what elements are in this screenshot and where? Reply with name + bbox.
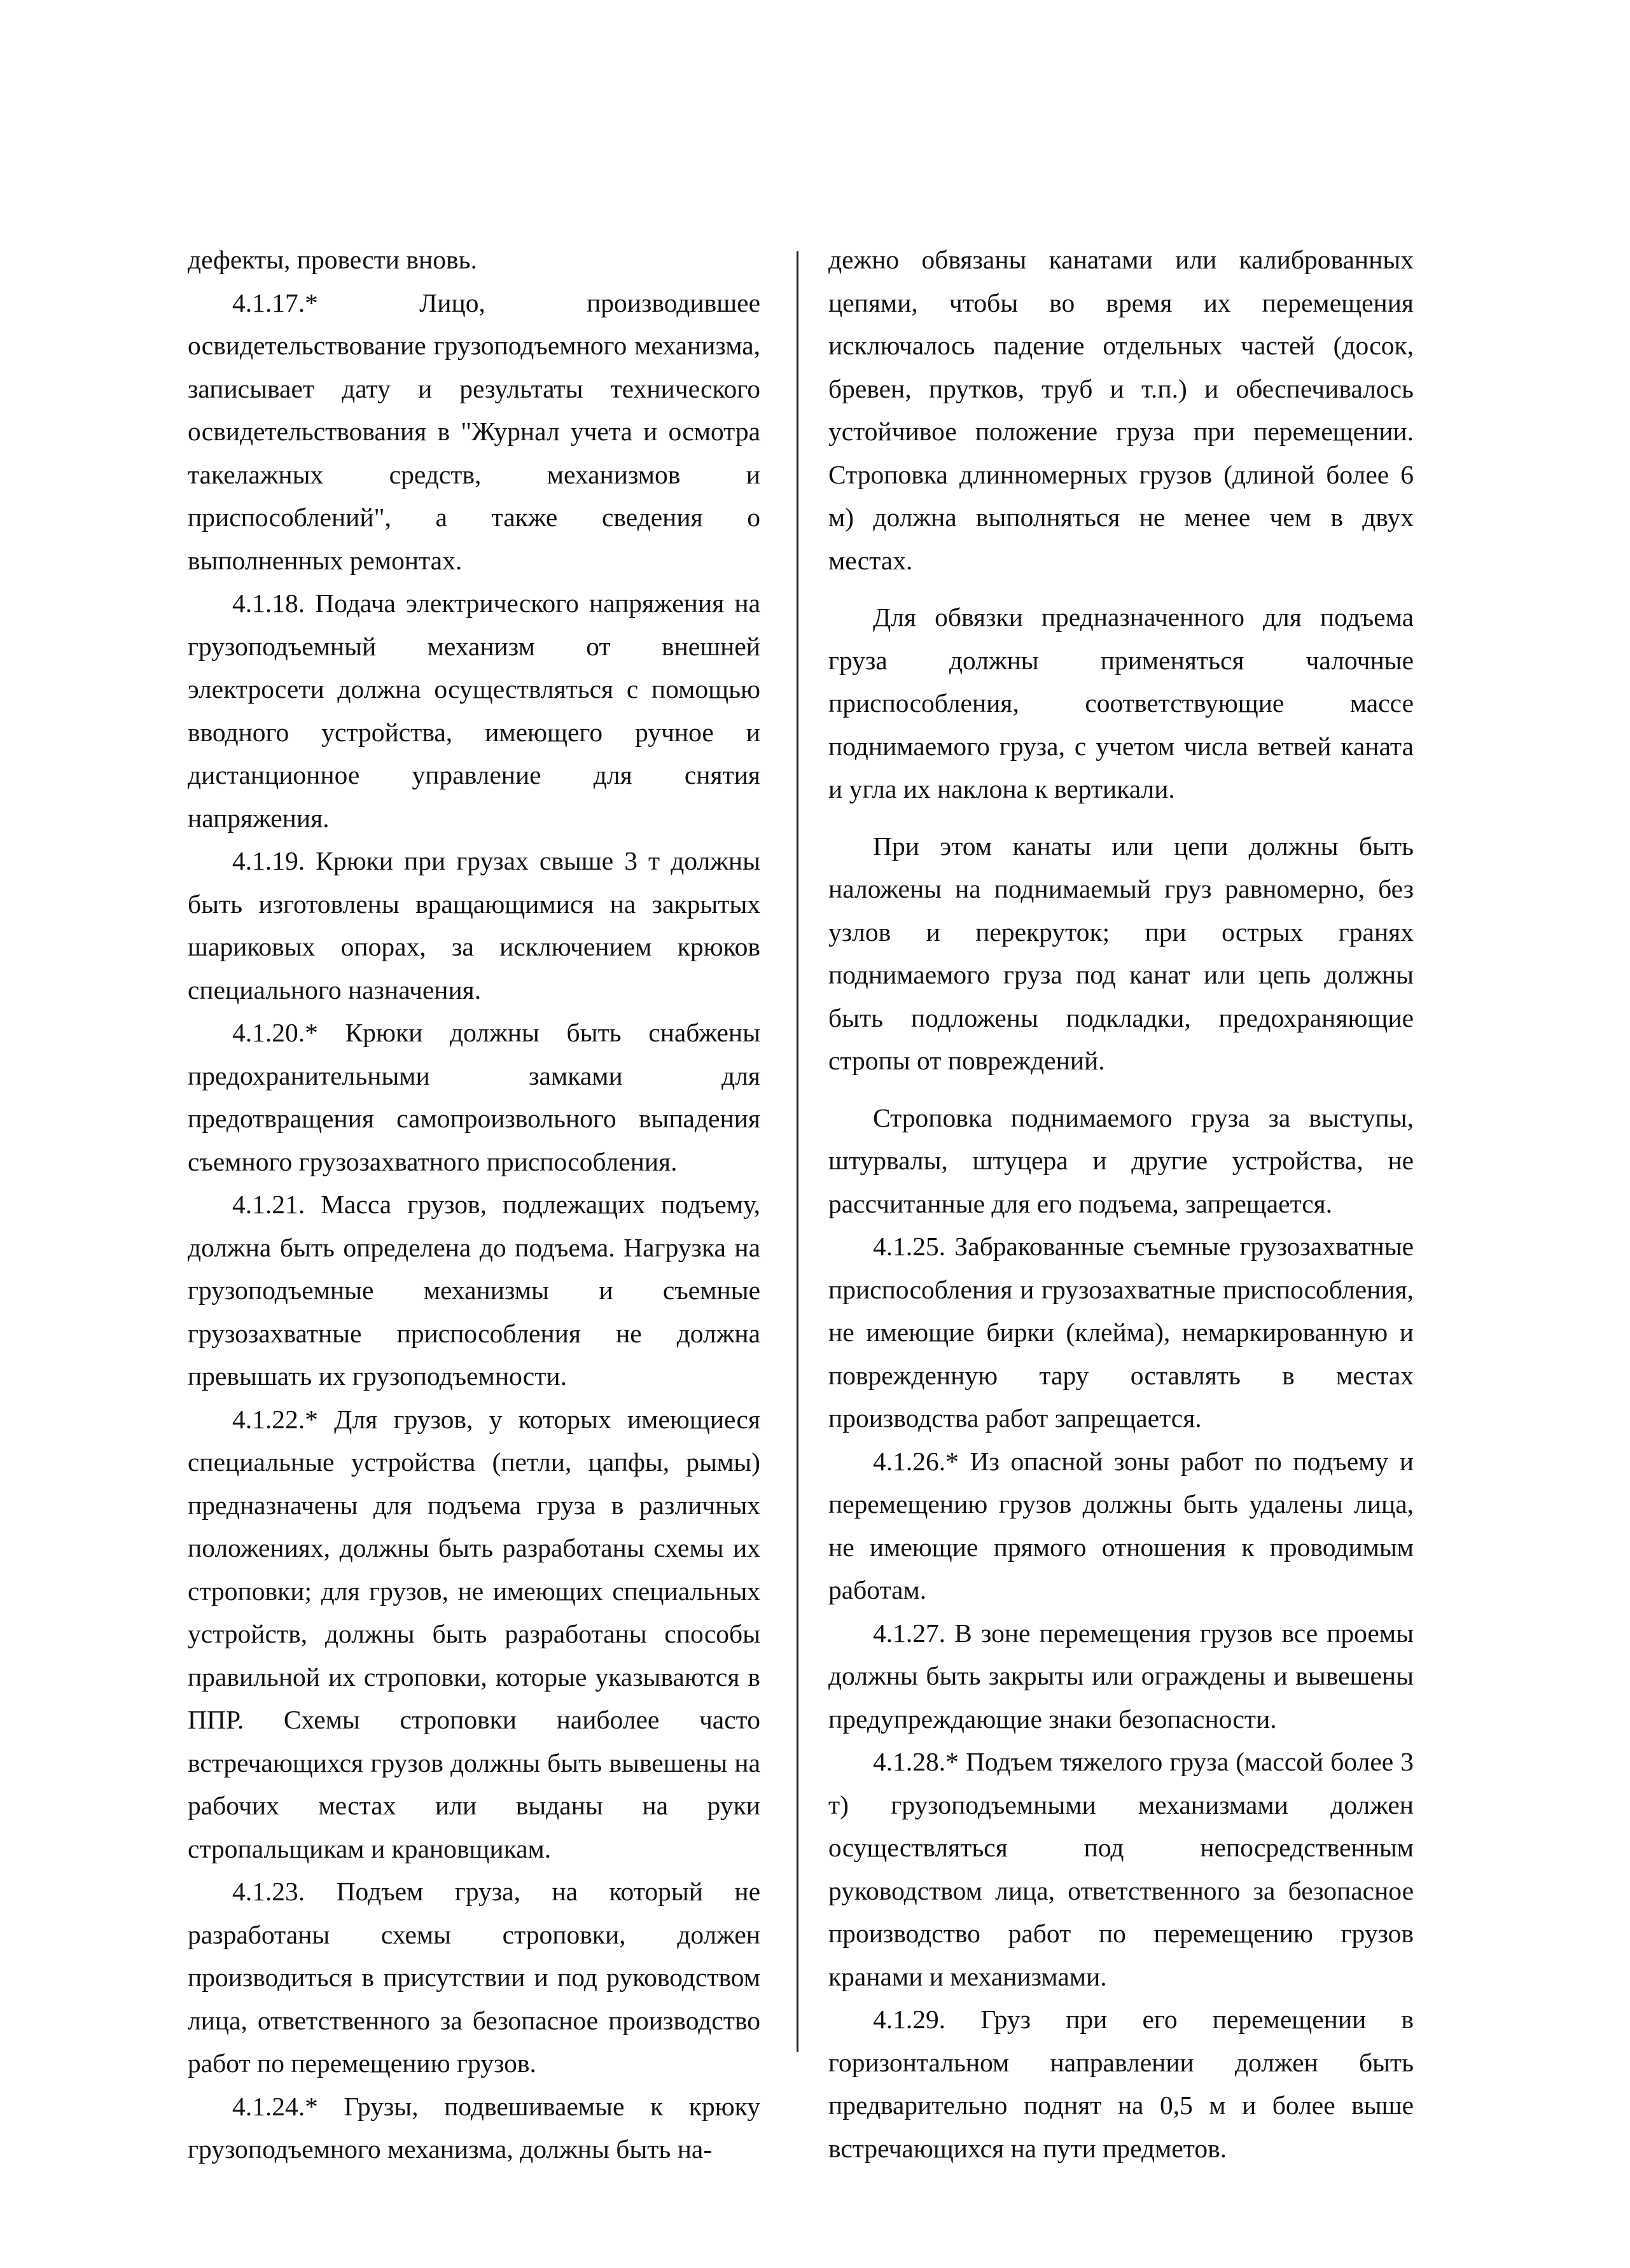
paragraph-4-1-17: 4.1.17.* Лицо, производившее освидетельствование грузоподъемного механизма, записывает дату и результаты технического освидетельствования в "Журнал учета и осмотра такелажных средств, механизмов и приспособлений", а также сведения о выполненных ремонтах. (188, 288, 760, 575)
paragraph-4-1-25: 4.1.25. Забракованные съемные грузозахватные приспособления и грузозахватные приспособления, не имеющие бирки (клейма), немаркированную и поврежденную тару оставлять в местах производства работ запрещается. (828, 1232, 1414, 1433)
paragraph-binding-devices: Для обвязки предназначенного для подъема груза должны применяться чалочные приспособления, соответствующие массе поднимаемого груза, с учетом числа ветвей каната и угла их наклона к вертикали. (828, 602, 1414, 804)
right-text-column (828, 239, 1414, 2170)
paragraph-4-1-27: 4.1.27. В зоне перемещения грузов все проемы должны быть закрыты или ограждены и вывешены предупреждающие знаки безопасности. (828, 1618, 1414, 1734)
paragraph-4-1-21: 4.1.21. Масса грузов, подлежащих подъему, должна быть определена до подъема. Нагрузка на грузоподъемные механизмы и съемные грузозахватные приспособления не должна превышать их грузоподъемности. (188, 1190, 760, 1391)
column-divider (797, 251, 798, 2052)
paragraph-4-1-18: 4.1.18. Подача электрического напряжения на грузоподъемный механизм от внешней электросети должна осуществляться с помощью вводного устройства, имеющего ручное и дистанционное управление для снятия напряжения. (188, 588, 760, 833)
paragraph-4-1-24: 4.1.24.* Грузы, подвешиваемые к крюку грузоподъемного механизма, должны быть на- (188, 2091, 760, 2164)
paragraph-continuation: дефекты, провести вновь. (188, 245, 477, 274)
paragraph-4-1-26: 4.1.26.* Из опасной зоны работ по подъему и перемещению грузов должны быть удалены лица, не имеющие прямого отношения к проводимым работам. (828, 1446, 1414, 1604)
paragraph-4-1-28: 4.1.28.* Подъем тяжелого груза (массой более 3 т) грузоподъемными механизмами должен осуществляться под непосредственным руководством лица, ответственного за безопасное производство работ по перемещению грузов кранами и механизмами. (828, 1747, 1414, 1991)
paragraph-slinging-prohibited: Строповка поднимаемого груза за выступы, штурвалы, штуцера и другие устройства, не рассчитанные для его подъема, запрещается. (828, 1103, 1414, 1218)
paragraph-4-1-19: 4.1.19. Крюки при грузах свыше 3 т должны быть изготовлены вращающимися на закрытых шариковых опорах, за исключением крюков специального назначения. (188, 846, 760, 1005)
left-text-column (188, 239, 760, 2171)
paragraph-4-1-23: 4.1.23. Подъем груза, на который не разработаны схемы строповки, должен производиться в присутствии и под руководством лица, ответственного за безопасное производство работ по перемещению грузов. (188, 1877, 760, 2078)
paragraph-4-1-22: 4.1.22.* Для грузов, у которых имеющиеся специальные устройства (петли, цапфы, рымы) предназначены для подъема груза в различных положениях, должны быть разработаны схемы их строповки; для грузов, не имеющих специальных устройств, должны быть разработаны способы правильной их строповки, которые указываются в ППР. Схемы строповки наиболее часто встречающихся грузов должны быть вывешены на рабочих местах или выданы на руки стропальщикам и крановщикам. (188, 1404, 760, 1863)
paragraph-ropes-chains: При этом канаты или цепи должны быть наложены на поднимаемый груз равномерно, без узлов и перекруток; при острых гранях поднимаемого груза под канат или цепь должны быть подложены подкладки, предохраняющие стропы от повреждений. (828, 831, 1414, 1075)
paragraph-4-1-29: 4.1.29. Груз при его перемещении в горизонтальном направлении должен быть предварительно поднят на 0,5 м и более выше встречающихся на пути предметов. (828, 2005, 1414, 2163)
paragraph-4-1-20: 4.1.20.* Крюки должны быть снабжены предохранительными замками для предотвращения самопроизвольного выпадения съемного грузозахватного приспособления. (188, 1018, 760, 1176)
paragraph-continuation-right: дежно обвязаны канатами или калиброванных цепями, чтобы во время их перемещения исключалось падение отдельных частей (досок, бревен, прутков, труб и т.п.) и обеспечивалось устойчивое положение груза при перемещении. Строповка длинномерных грузов (длиной более 6 м) должна выполняться не менее чем в двух местах. (828, 245, 1414, 575)
